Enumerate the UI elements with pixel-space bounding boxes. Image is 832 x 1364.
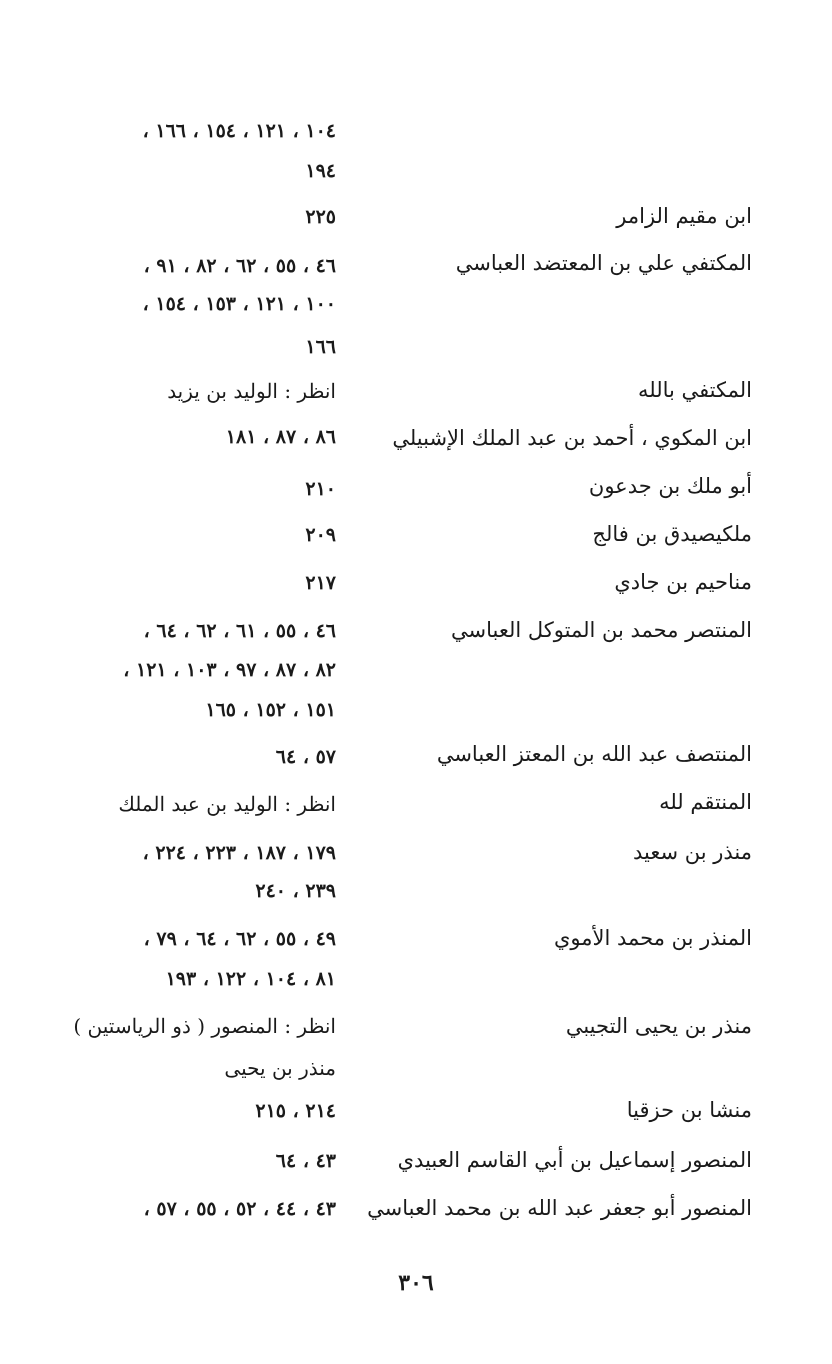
page-numbers: ٢٢٥ [305, 206, 336, 228]
index-entry-name: المنصور إسماعيل بن أبي القاسم العبيدي [397, 1148, 752, 1172]
index-entry-name: المنصور أبو جعفر عبد الله بن محمد العباسي [367, 1196, 752, 1220]
page-numbers: ٢٣٩ ، ٢٤٠ [255, 880, 336, 902]
index-entry-name: المنتقم لله [659, 790, 752, 814]
index-entry-name: ملكيصيدق بن فالج [592, 522, 752, 546]
page-numbers: ١٠٤ ، ١٢١ ، ١٥٤ ، ١٦٦ ، [142, 120, 336, 142]
page-numbers: ٤٣ ، ٦٤ [275, 1150, 336, 1172]
index-entry-name: المنذر بن محمد الأموي [553, 926, 752, 950]
page-numbers: ١٦٦ [305, 336, 336, 358]
page-numbers: ٤٦ ، ٥٥ ، ٦١ ، ٦٢ ، ٦٤ ، [143, 620, 336, 642]
page-numbers: ٨٦ ، ٨٧ ، ١٨١ [225, 426, 336, 448]
see-reference: انظر : المنصور ( ذو الرياستين ) [73, 1014, 336, 1038]
index-entry-name: المكتفي بالله [638, 378, 752, 402]
index-entry-name: منذر بن سعيد [632, 840, 752, 864]
page-numbers: ١٥١ ، ١٥٢ ، ١٦٥ [205, 699, 336, 721]
index-entry-name: المنتصر محمد بن المتوكل العباسي [450, 618, 752, 642]
see-reference: منذر بن يحيى [224, 1056, 336, 1080]
see-reference: انظر : الوليد بن عبد الملك [118, 792, 336, 816]
page-numbers: ٢١٤ ، ٢١٥ [255, 1100, 336, 1122]
index-entry-name: ابن مقيم الزامر [616, 204, 752, 228]
page-number: ٣٠٦ [398, 1270, 434, 1296]
page-numbers: ٨٢ ، ٨٧ ، ٩٧ ، ١٠٣ ، ١٢١ ، [123, 659, 336, 681]
page-numbers: ٨١ ، ١٠٤ ، ١٢٢ ، ١٩٣ [165, 968, 336, 990]
page-numbers: ١٠٠ ، ١٢١ ، ١٥٣ ، ١٥٤ ، [142, 293, 336, 315]
page-numbers: ٤٣ ، ٤٤ ، ٥٢ ، ٥٥ ، ٥٧ ، [143, 1198, 336, 1220]
see-reference: انظر : الوليد بن يزيد [167, 379, 336, 403]
page-numbers: ٢١٠ [305, 478, 336, 500]
index-entry-name: المنتصف عبد الله بن المعتز العباسي [436, 742, 752, 766]
page-numbers: ١٩٤ [305, 160, 336, 182]
index-entry-name: مناحيم بن جادي [614, 570, 752, 594]
index-entry-name: ابن المكوي ، أحمد بن عبد الملك الإشبيلي [392, 426, 752, 450]
index-entry-name: المكتفي علي بن المعتضد العباسي [455, 251, 752, 275]
page-numbers: ١٧٩ ، ١٨٧ ، ٢٢٣ ، ٢٢٤ ، [142, 842, 336, 864]
page-numbers: ٢٠٩ [305, 524, 336, 546]
page-numbers: ٤٦ ، ٥٥ ، ٦٢ ، ٨٢ ، ٩١ ، [143, 255, 336, 277]
page-numbers: ٤٩ ، ٥٥ ، ٦٢ ، ٦٤ ، ٧٩ ، [143, 928, 336, 950]
index-entry-name: منذر بن يحيى التجيبي [565, 1014, 752, 1038]
index-entry-name: أبو ملك بن جدعون [588, 474, 752, 498]
page-numbers: ٢١٧ [305, 572, 336, 594]
page-numbers: ٥٧ ، ٦٤ [275, 746, 336, 768]
index-entry-name: منشا بن حزقيا [626, 1098, 752, 1122]
